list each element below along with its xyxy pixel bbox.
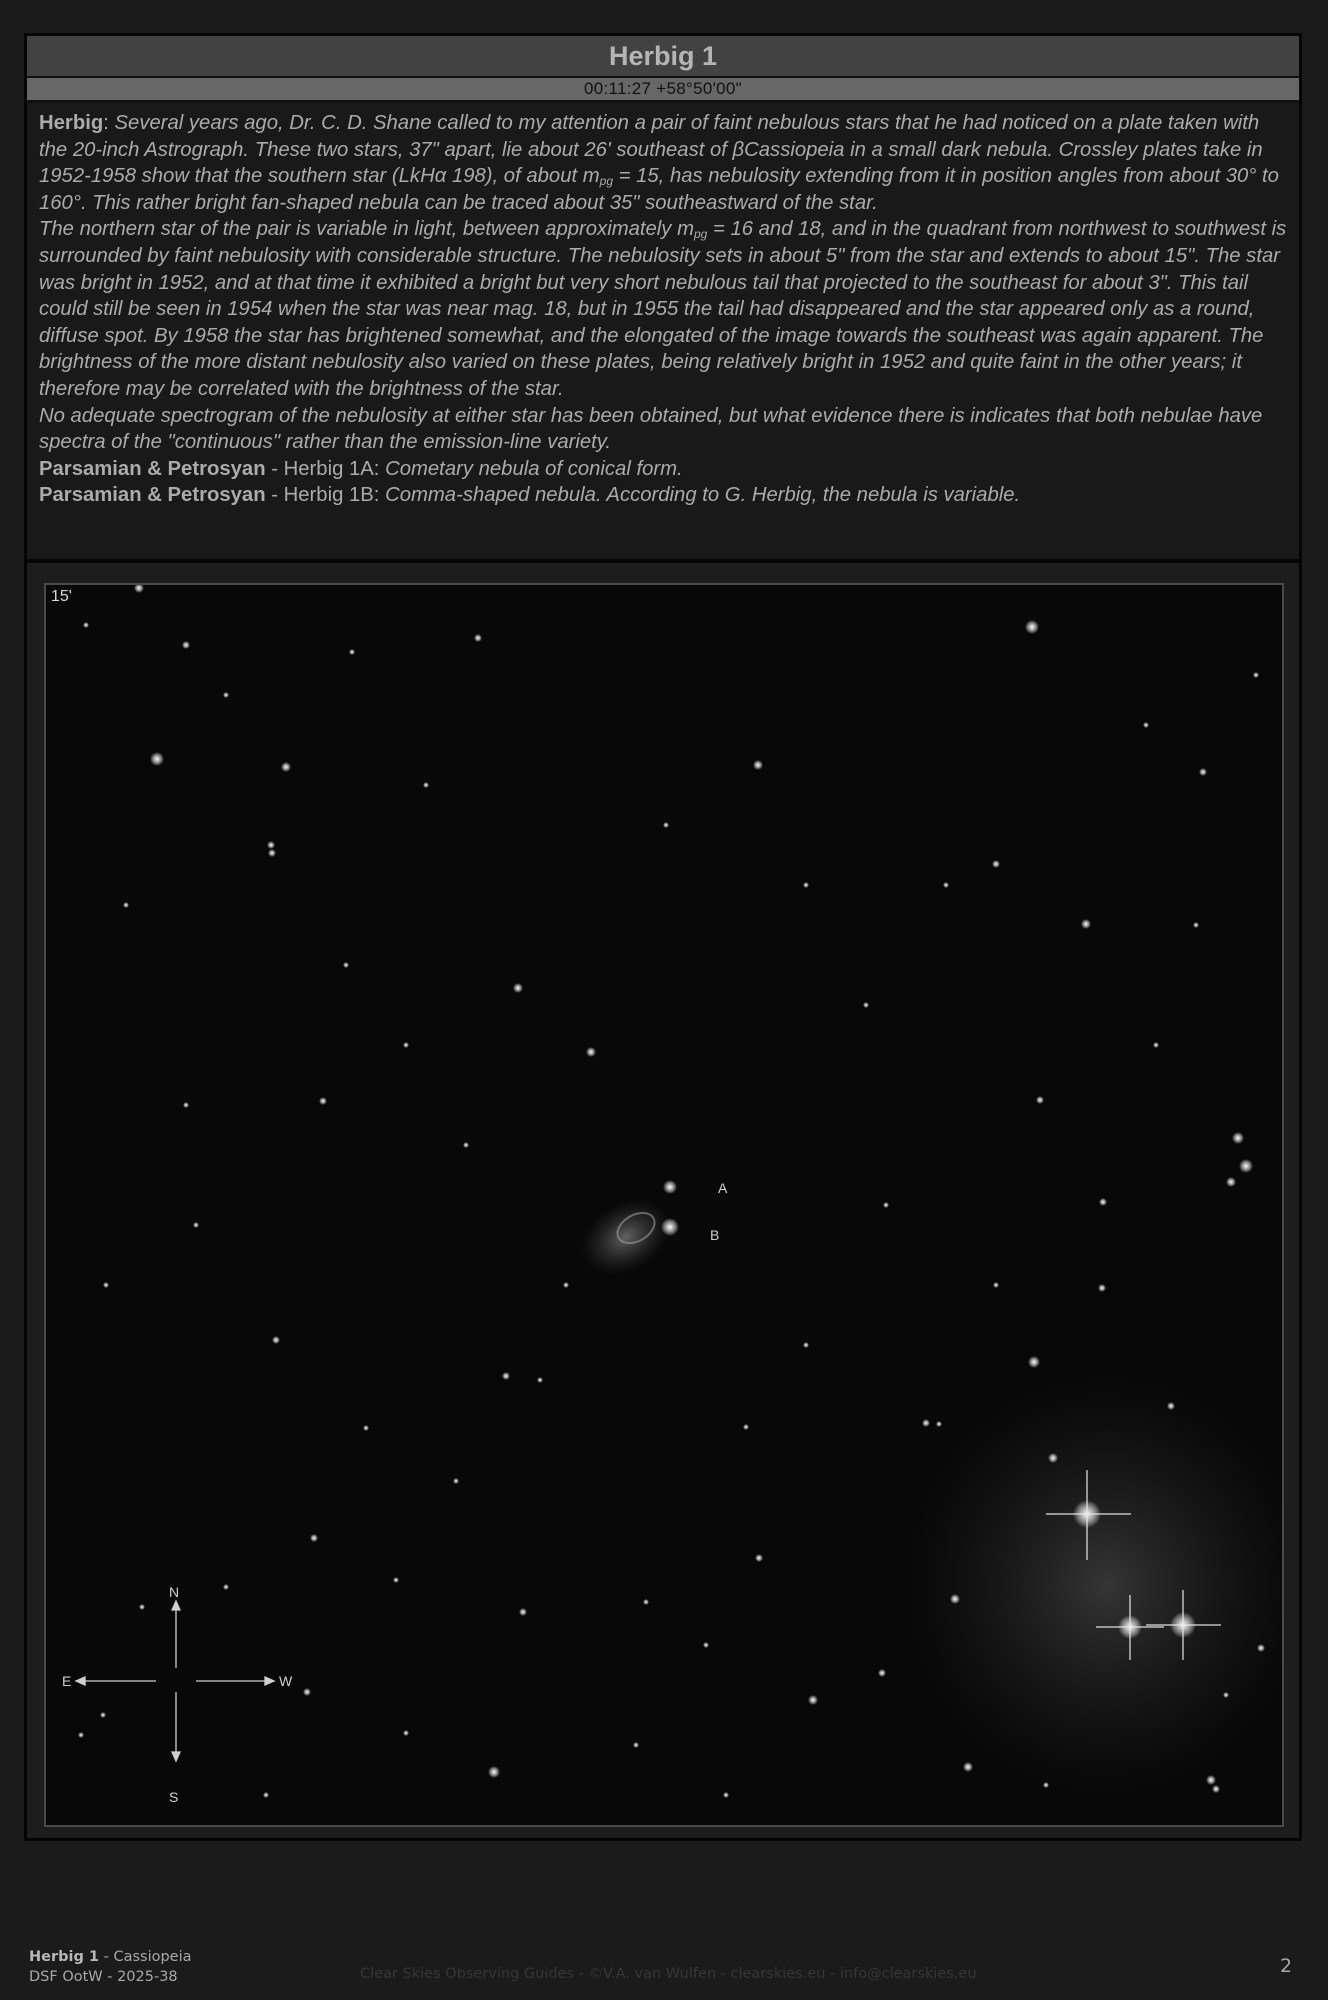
compass-rose	[46, 1565, 306, 1825]
object-card	[24, 33, 1302, 1841]
footer-constellation: - Cassiopeia	[99, 1949, 192, 1965]
star-field-image	[44, 583, 1284, 1827]
catalog-entry: Parsamian & Petrosyan - Herbig 1B: Comma-shaped nebula. According to G. Herbig, the nebula is variable.	[39, 484, 1021, 507]
herbig-paragraph-3: No adequate spectrogram of the nebulosity at either star has been obtained, but what evidence there is indicates that both nebulae have spectra of the "continuous" rather than the emission-line variety.	[39, 404, 1263, 454]
scale-label: 15'	[51, 588, 72, 605]
herbig-paragraph-1: Herbig: Several years ago, Dr. C. D. Shane called to my attention a pair of faint nebulous stars that he had noticed on a plate taken with the 20-inch Astrograph. These two stars, 37" apart, lie about 26' southeast of βCassiopeia in a small dark nebula. Crossley plates take in 1952-1958 show that the southern star (LkHα 198), of about $m_{pg} = 15$, has nebulosity extending from it in position angles from about 30° to 160°. This rather bright fan-shaped nebula can be traced about 35" southeastward of the star.	[39, 112, 1279, 214]
compass-north: N	[169, 1584, 180, 1600]
image-panel	[27, 567, 1299, 1838]
catalog-entry: Parsamian & Petrosyan - Herbig 1A: Cometary nebula of conical form.	[39, 457, 683, 480]
footer-object-name: Herbig 1	[29, 1949, 99, 1965]
compass-east: E	[62, 1673, 72, 1689]
page-number: 2	[1280, 1955, 1293, 1977]
footer-info	[29, 1947, 192, 1987]
source-label: Herbig	[39, 112, 104, 134]
footer-series: DSF OotW - 2025-38	[29, 1969, 178, 1985]
herbig-paragraph-2: The northern star of the pair is variable in light, between approximately $m_{pg} = 16$ and 18, and in the quadrant from northwest to southwest is surrounded by faint nebulosity with considerable structure. The nebulosity sets in about 5" from the star and extends to about 15". The star was bright in 1952, and at that time it exhibited a bright but very short nebulous tail that projected to the southeast for about 3". This tail could still be seen in 1954 when the star was near mag. 18, but in 1955 the tail had disappeared and the star appeared only as a round, diffuse spot. By 1958 the star has brightened somewhat, and the elongated of the image towards the southeast was again apparent. The brightness of the more distant nebulosity also varied on these plates, being relatively bright in 1952 and quite faint in the other years; it therefore may be correlated with the brightness of the star.	[39, 218, 1287, 400]
compass-south: S	[169, 1789, 179, 1805]
label-herbig-1a: A	[718, 1180, 728, 1196]
object-coordinates: 00:11:27 +58°50'00"	[27, 78, 1299, 103]
description-panel	[27, 103, 1299, 563]
object-title: Herbig 1	[27, 36, 1299, 78]
compass-west: W	[279, 1673, 293, 1689]
label-herbig-1b: B	[710, 1227, 720, 1243]
footer-credits: Clear Skies Observing Guides - ©V.A. van Wulfen - clearskies.eu - info@clearskies.eu	[360, 1966, 977, 1982]
